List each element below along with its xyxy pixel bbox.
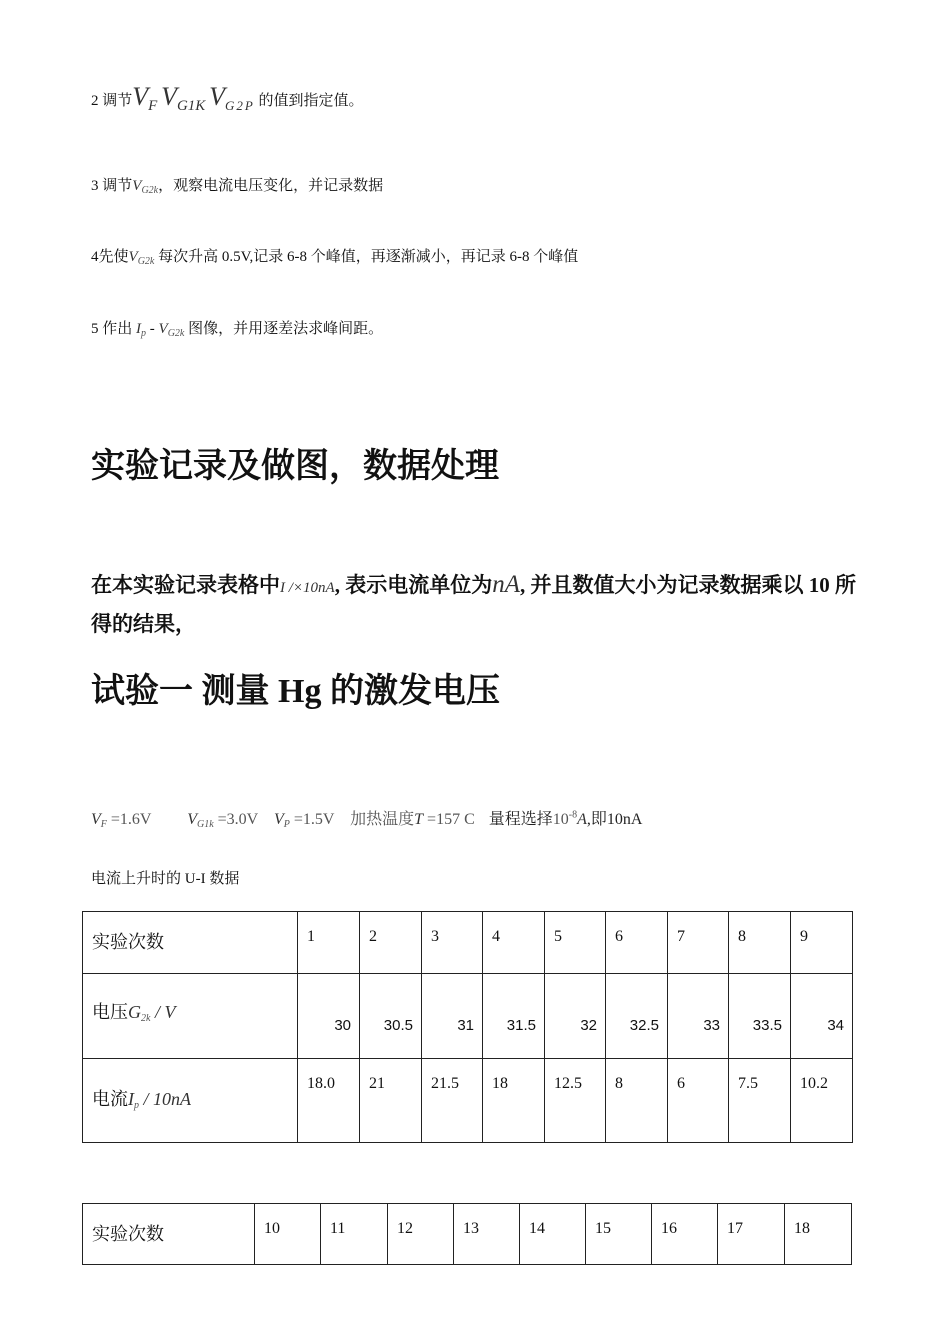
table-cell: 1 <box>298 912 360 974</box>
table-cell: 12 <box>388 1204 454 1265</box>
unit-note: 在本实验记录表格中I /×10nA, 表示电流单位为nA, 并且数值大小为记录数据乘以 10 所得的结果， <box>91 571 856 636</box>
step-5: 5 作出 $I_p - V_{G2k}$ 图像，并用逐差法求峰间距。 <box>91 321 384 339</box>
table-cell: 7 <box>668 912 729 974</box>
table-cell: 6 <box>606 912 668 974</box>
table-cell: 5 <box>545 912 606 974</box>
table-cell: 31.5 <box>483 974 545 1059</box>
experiment-title: 试验一 测量 Hg 的激发电压 <box>91 673 500 710</box>
row-label-voltage: 电压$G_{2k}$ / V <box>83 974 298 1059</box>
table-cell: 31 <box>422 974 483 1059</box>
section-title: 实验记录及做图，数据处理 <box>91 448 499 485</box>
table-cell: 10.2 <box>791 1059 853 1143</box>
table-cell: 12.5 <box>545 1059 606 1143</box>
table-cell: 9 <box>791 912 853 974</box>
table-cell: 15 <box>586 1204 652 1265</box>
table-cell: 30.5 <box>360 974 422 1059</box>
table-cell: 21.5 <box>422 1059 483 1143</box>
step-2: 2 调节VF VG1K VG2P 的值到指定值。 <box>91 82 364 114</box>
step-4: 4先使$V_{G2k}$ 每次升高 0.5V,记录 6-8 个峰值，再逐渐减小，再记录 6-8 个峰值 <box>91 249 579 267</box>
table-cell: 3 <box>422 912 483 974</box>
table-cell: 33 <box>668 974 729 1059</box>
table-cell: 32 <box>545 974 606 1059</box>
table-cell: 18 <box>483 1059 545 1143</box>
table-cell: 4 <box>483 912 545 974</box>
experiment-conditions: $V_F =1.6V$ $V_{G1k} =3.0V$ $V_P =1.5V$ 加热温度T =157 C 量程选择$10^{-8}A$,即10nA <box>91 809 643 830</box>
table-cell: 21 <box>360 1059 422 1143</box>
table-cell: 17 <box>718 1204 785 1265</box>
table-row-voltage <box>83 974 853 1059</box>
table-cell: 2 <box>360 912 422 974</box>
table-row-trials <box>83 1204 852 1265</box>
table-cell: 8 <box>606 1059 668 1143</box>
row-label-current: 电流$I_p / 10nA$ <box>83 1059 298 1143</box>
step-3: 3 调节$V_{G2k}$，观察电流电压变化，并记录数据 <box>91 178 384 196</box>
table-cell: 16 <box>652 1204 718 1265</box>
table-cell: 33.5 <box>729 974 791 1059</box>
table-caption: 电流上升时的 U-I 数据 <box>91 871 240 887</box>
table-cell: 11 <box>321 1204 388 1265</box>
table-cell: 14 <box>520 1204 586 1265</box>
table-cell: 10 <box>255 1204 321 1265</box>
table-cell: 7.5 <box>729 1059 791 1143</box>
table-cell: 34 <box>791 974 853 1059</box>
table-cell: 30 <box>298 974 360 1059</box>
table-cell: 18.0 <box>298 1059 360 1143</box>
table-cell: 6 <box>668 1059 729 1143</box>
row-label-trial: 实验次数 <box>83 1204 255 1265</box>
table-row-current <box>83 1059 853 1143</box>
table-cell: 8 <box>729 912 791 974</box>
table-cell: 13 <box>454 1204 520 1265</box>
row-label-trial: 实验次数 <box>83 912 298 974</box>
table-cell: 18 <box>785 1204 852 1265</box>
data-table-2 <box>82 1203 852 1265</box>
table-row-trials <box>83 912 853 974</box>
table-cell: 32.5 <box>606 974 668 1059</box>
data-table-1 <box>82 911 853 1143</box>
